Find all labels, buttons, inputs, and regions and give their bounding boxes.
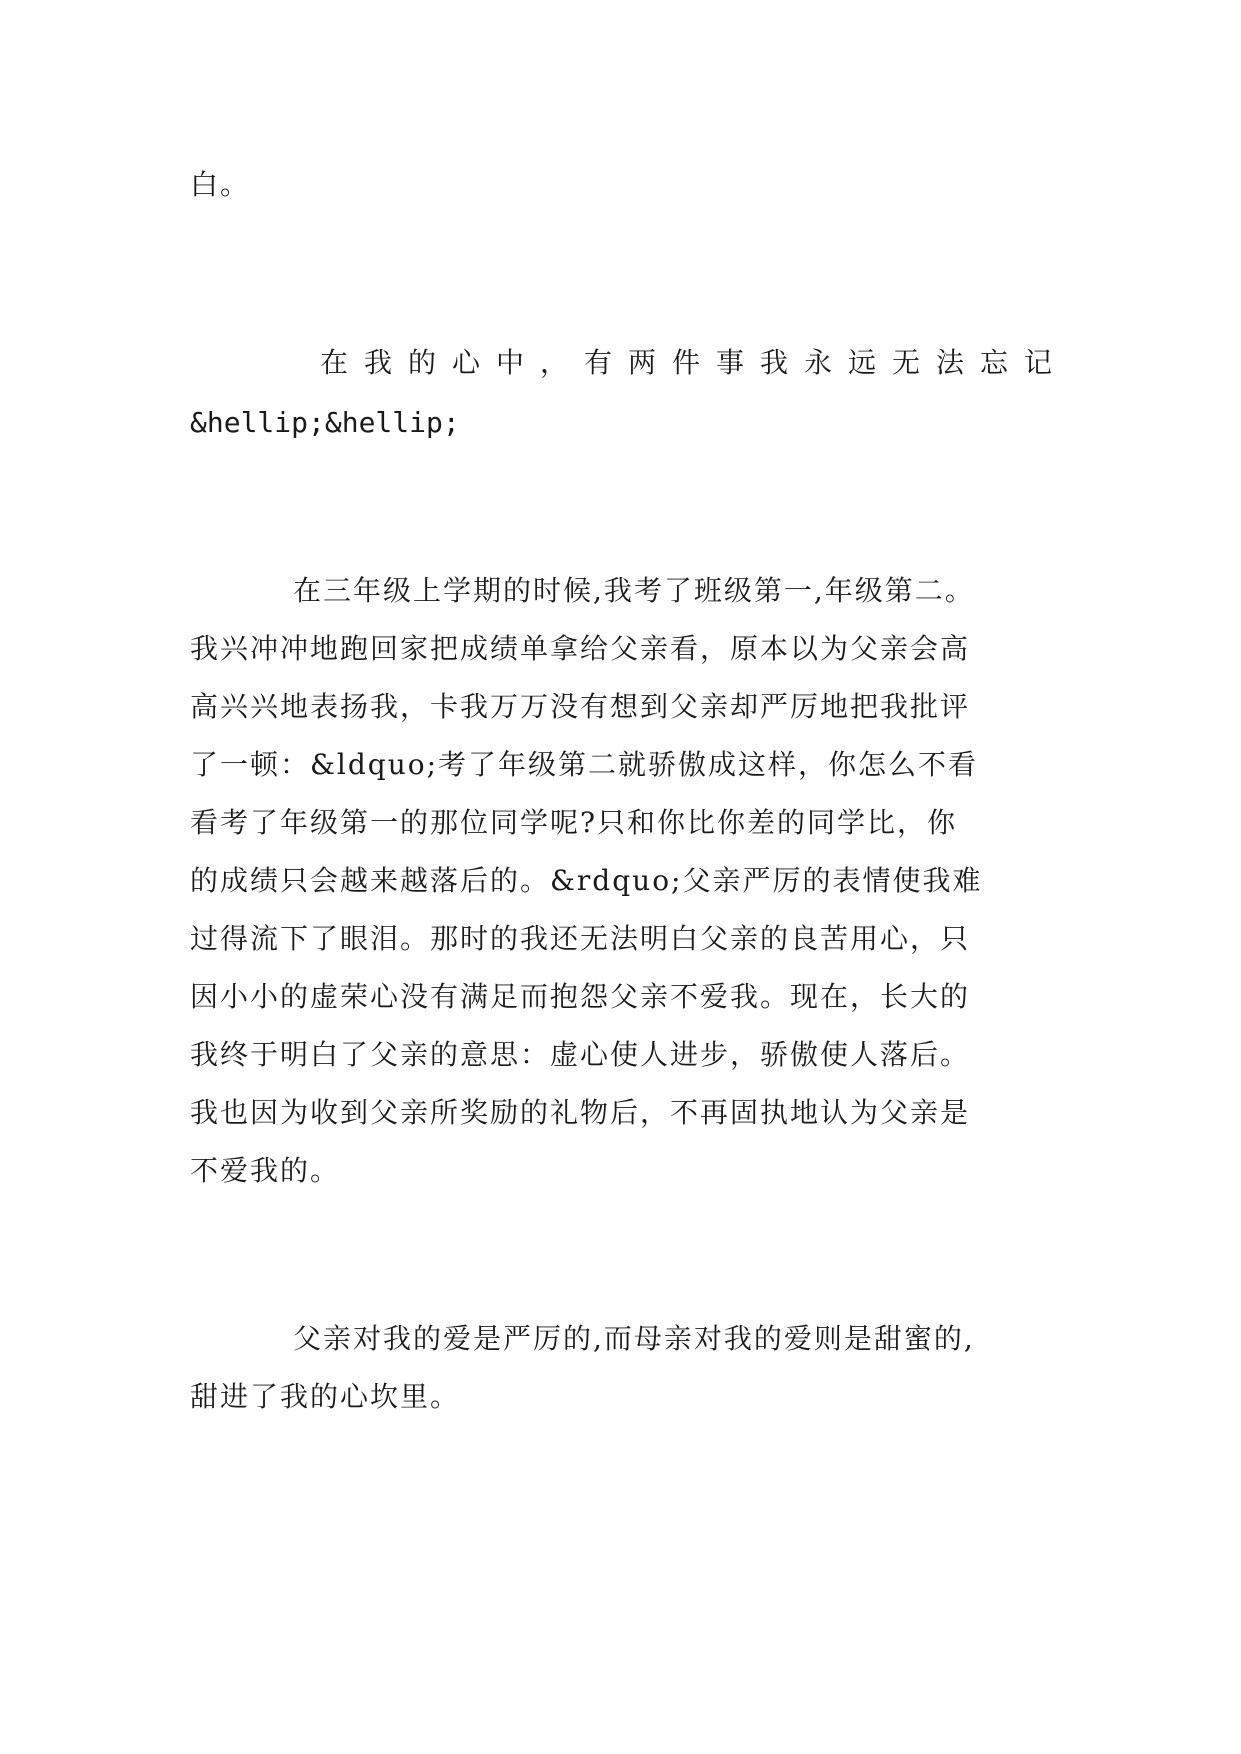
paragraph-line: 在我的心中，有两件事我永远无法忘记: [320, 346, 1069, 379]
paragraph-line: 高兴兴地表扬我，卡我万万没有想到父亲却严厉地把我批评: [190, 690, 971, 723]
paragraph-line: 我兴冲冲地跑回家把成绩单拿给父亲看，原本以为父亲会高: [190, 632, 971, 665]
paragraph-line: 看考了年级第一的那位同学呢?只和你比你差的同学比，你: [190, 806, 958, 839]
paragraph-line: 因小小的虚荣心没有满足而抱怨父亲不爱我。现在，长大的: [190, 980, 971, 1013]
paragraph-line: 不爱我的。: [190, 1154, 341, 1187]
paragraph-line: 的成绩只会越来越落后的。&rdquo;父亲严厉的表情使我难: [190, 864, 983, 897]
paragraph-line: 了一顿：&ldquo;考了年级第二就骄傲成这样，你怎么不看: [190, 748, 979, 781]
paragraph-line: 白。: [190, 168, 251, 201]
paragraph-line: 父亲对我的爱是严厉的,而母亲对我的爱则是甜蜜的,: [293, 1322, 975, 1355]
paragraph-line: 过得流下了眼泪。那时的我还无法明白父亲的良苦用心，只: [190, 922, 971, 955]
paragraph-line: 我也因为收到父亲所奖励的礼物后，不再固执地认为父亲是: [190, 1096, 971, 1129]
paragraph-line: 我终于明白了父亲的意思：虚心使人进步，骄傲使人落后。: [190, 1038, 971, 1071]
paragraph-line: 在三年级上学期的时候,我考了班级第一,年级第二。: [293, 574, 975, 607]
paragraph-line: 甜进了我的心坎里。: [190, 1380, 461, 1413]
paragraph-line: &hellip;&hellip;: [190, 406, 460, 439]
